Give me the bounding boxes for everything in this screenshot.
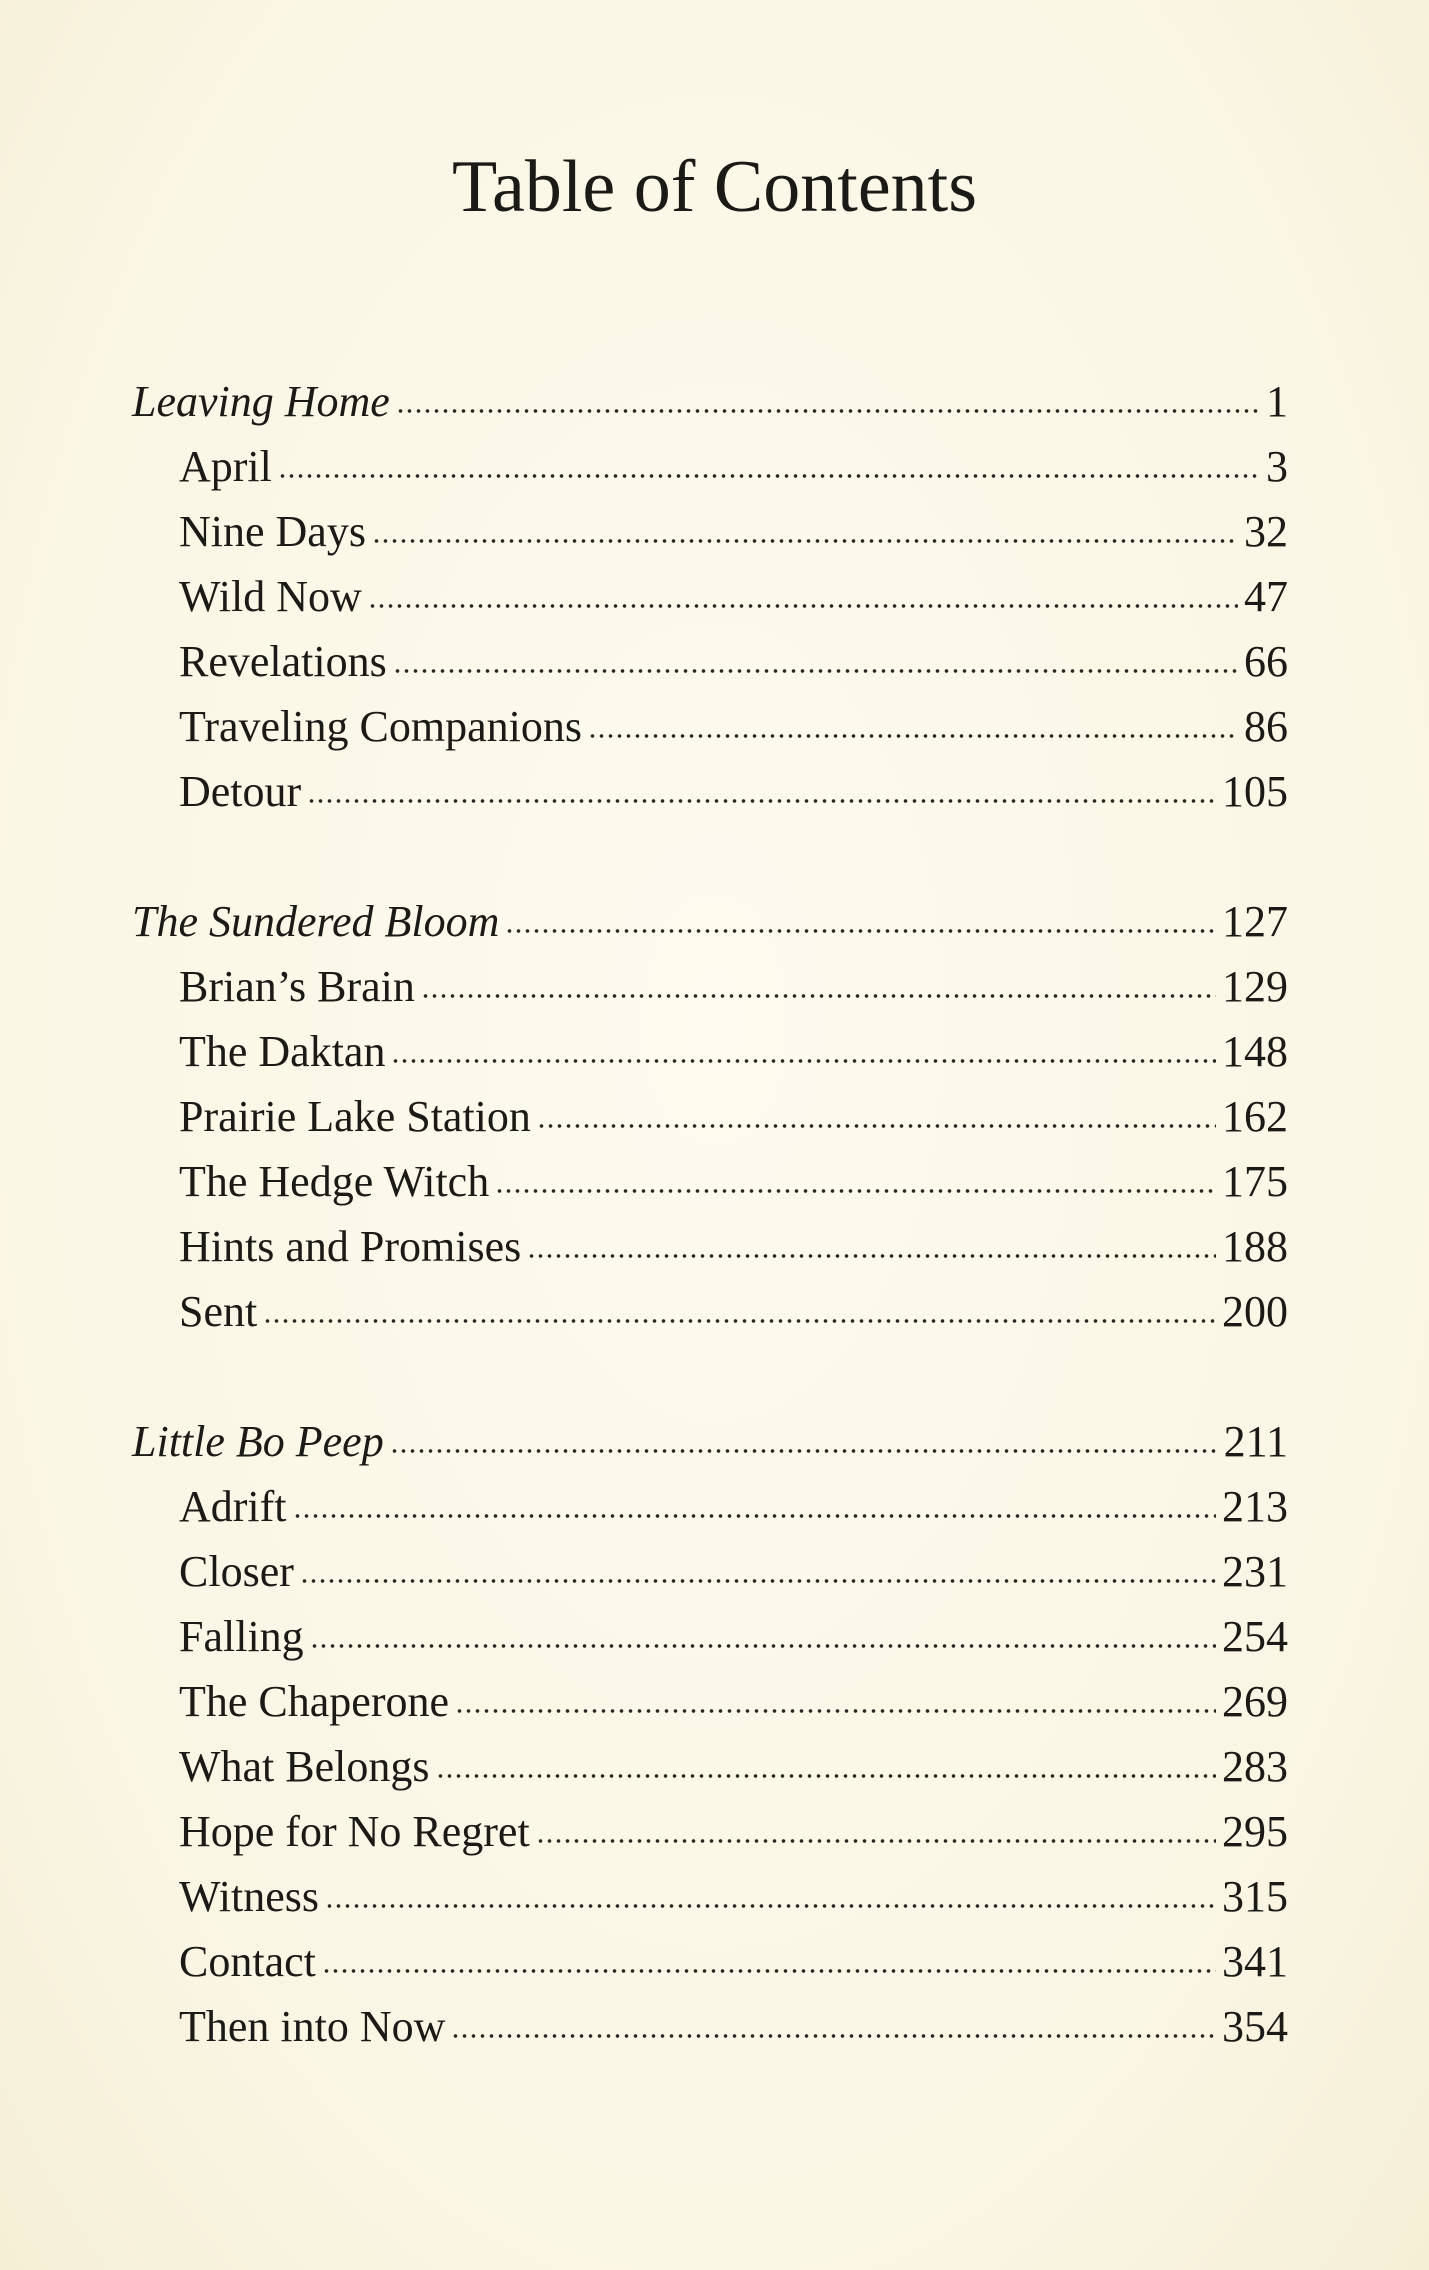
dot-leader <box>300 1578 1216 1584</box>
dot-leader <box>278 473 1260 479</box>
toc-chapter-entry <box>132 1474 1288 1539</box>
toc-chapter-title: Hints and Promises <box>179 1222 522 1271</box>
toc-chapter-title: The Chaperone <box>179 1677 449 1726</box>
toc-page-number: 315 <box>1222 1872 1288 1921</box>
toc-chapter-entry <box>132 1669 1288 1734</box>
dot-leader <box>325 1903 1216 1909</box>
dot-leader <box>322 1968 1216 1974</box>
toc-part-entry <box>132 369 1288 434</box>
table-of-contents <box>132 369 1288 2124</box>
dot-leader <box>396 408 1260 414</box>
toc-page-number: 66 <box>1244 637 1288 686</box>
toc-chapter-title: The Daktan <box>179 1027 386 1076</box>
toc-part-title: Leaving Home <box>132 377 390 426</box>
toc-chapter-title: Wild Now <box>179 572 362 621</box>
dot-leader <box>421 993 1216 999</box>
toc-page-number: 200 <box>1222 1287 1288 1336</box>
toc-part-entry <box>132 1409 1288 1474</box>
dot-leader <box>310 1643 1216 1649</box>
dot-leader <box>390 1448 1218 1454</box>
toc-page-number: 127 <box>1222 897 1288 946</box>
toc-page-number: 354 <box>1222 2002 1288 2051</box>
toc-page-number: 211 <box>1223 1417 1288 1466</box>
toc-chapter-entry <box>132 629 1288 694</box>
dot-leader <box>391 1058 1216 1064</box>
toc-chapter-title: Prairie Lake Station <box>179 1092 531 1141</box>
toc-chapter-entry <box>132 1019 1288 1084</box>
toc-chapter-entry <box>132 1279 1288 1344</box>
toc-page-number: 105 <box>1222 767 1288 816</box>
dot-leader <box>372 538 1238 544</box>
dot-leader <box>451 2033 1216 2039</box>
toc-part-title: Little Bo Peep <box>132 1417 384 1466</box>
toc-chapter-title: Brian’s Brain <box>179 962 415 1011</box>
toc-section <box>132 1409 1288 2059</box>
toc-page-number: 175 <box>1222 1157 1288 1206</box>
toc-page-number: 295 <box>1222 1807 1288 1856</box>
dot-leader <box>536 1838 1216 1844</box>
toc-chapter-title: Sent <box>179 1287 258 1336</box>
toc-chapter-title: April <box>179 442 272 491</box>
dot-leader <box>307 798 1216 804</box>
toc-page-number: 47 <box>1244 572 1288 621</box>
toc-page-number: 341 <box>1222 1937 1288 1986</box>
toc-page-number: 3 <box>1266 442 1288 491</box>
dot-leader <box>368 603 1238 609</box>
toc-page-number: 32 <box>1244 507 1288 556</box>
toc-chapter-entry <box>132 564 1288 629</box>
toc-chapter-entry <box>132 499 1288 564</box>
dot-leader <box>293 1513 1216 1519</box>
toc-chapter-title: Then into Now <box>179 2002 446 2051</box>
toc-page-number: 162 <box>1222 1092 1288 1141</box>
toc-chapter-title: Falling <box>179 1612 304 1661</box>
toc-chapter-title: Revelations <box>179 637 387 686</box>
toc-page-number: 86 <box>1244 702 1288 751</box>
toc-chapter-title: Adrift <box>179 1482 287 1531</box>
toc-page-number: 269 <box>1222 1677 1288 1726</box>
toc-chapter-title: Closer <box>179 1547 294 1596</box>
toc-chapter-entry <box>132 1604 1288 1669</box>
toc-chapter-entry <box>132 694 1288 759</box>
toc-page-number: 188 <box>1222 1222 1288 1271</box>
toc-page-number: 129 <box>1222 962 1288 1011</box>
toc-chapter-entry <box>132 1734 1288 1799</box>
toc-chapter-entry <box>132 1929 1288 1994</box>
toc-part-title: The Sundered Bloom <box>132 897 500 946</box>
toc-chapter-entry <box>132 954 1288 1019</box>
toc-chapter-title: Witness <box>179 1872 319 1921</box>
toc-chapter-entry <box>132 1994 1288 2059</box>
dot-leader <box>495 1188 1216 1194</box>
dot-leader <box>527 1253 1216 1259</box>
toc-chapter-entry <box>132 1539 1288 1604</box>
toc-page-number: 254 <box>1222 1612 1288 1661</box>
toc-chapter-title: What Belongs <box>179 1742 430 1791</box>
toc-chapter-title: Hope for No Regret <box>179 1807 530 1856</box>
toc-page-number: 1 <box>1266 377 1288 426</box>
toc-chapter-title: Contact <box>179 1937 316 1986</box>
toc-chapter-entry <box>132 1799 1288 1864</box>
toc-page-number: 148 <box>1222 1027 1288 1076</box>
toc-chapter-entry <box>132 1214 1288 1279</box>
toc-chapter-entry <box>132 434 1288 499</box>
page-title: Table of Contents <box>451 146 978 228</box>
toc-page-number: 213 <box>1222 1482 1288 1531</box>
toc-chapter-entry <box>132 1084 1288 1149</box>
toc-chapter-title: Detour <box>179 767 302 816</box>
dot-leader <box>436 1773 1216 1779</box>
dot-leader <box>537 1123 1216 1129</box>
dot-leader <box>455 1708 1216 1714</box>
toc-chapter-entry <box>132 759 1288 824</box>
toc-section <box>132 889 1288 1344</box>
toc-chapter-title: Nine Days <box>179 507 366 556</box>
toc-chapter-entry <box>132 1149 1288 1214</box>
dot-leader <box>393 668 1238 674</box>
dot-leader <box>588 733 1238 739</box>
toc-page-number: 283 <box>1222 1742 1288 1791</box>
toc-section <box>132 369 1288 824</box>
toc-chapter-entry <box>132 1864 1288 1929</box>
toc-chapter-title: The Hedge Witch <box>179 1157 490 1206</box>
toc-page-number: 231 <box>1222 1547 1288 1596</box>
toc-part-entry <box>132 889 1288 954</box>
toc-chapter-title: Traveling Companions <box>179 702 582 751</box>
dot-leader <box>263 1318 1216 1324</box>
dot-leader <box>505 928 1216 934</box>
